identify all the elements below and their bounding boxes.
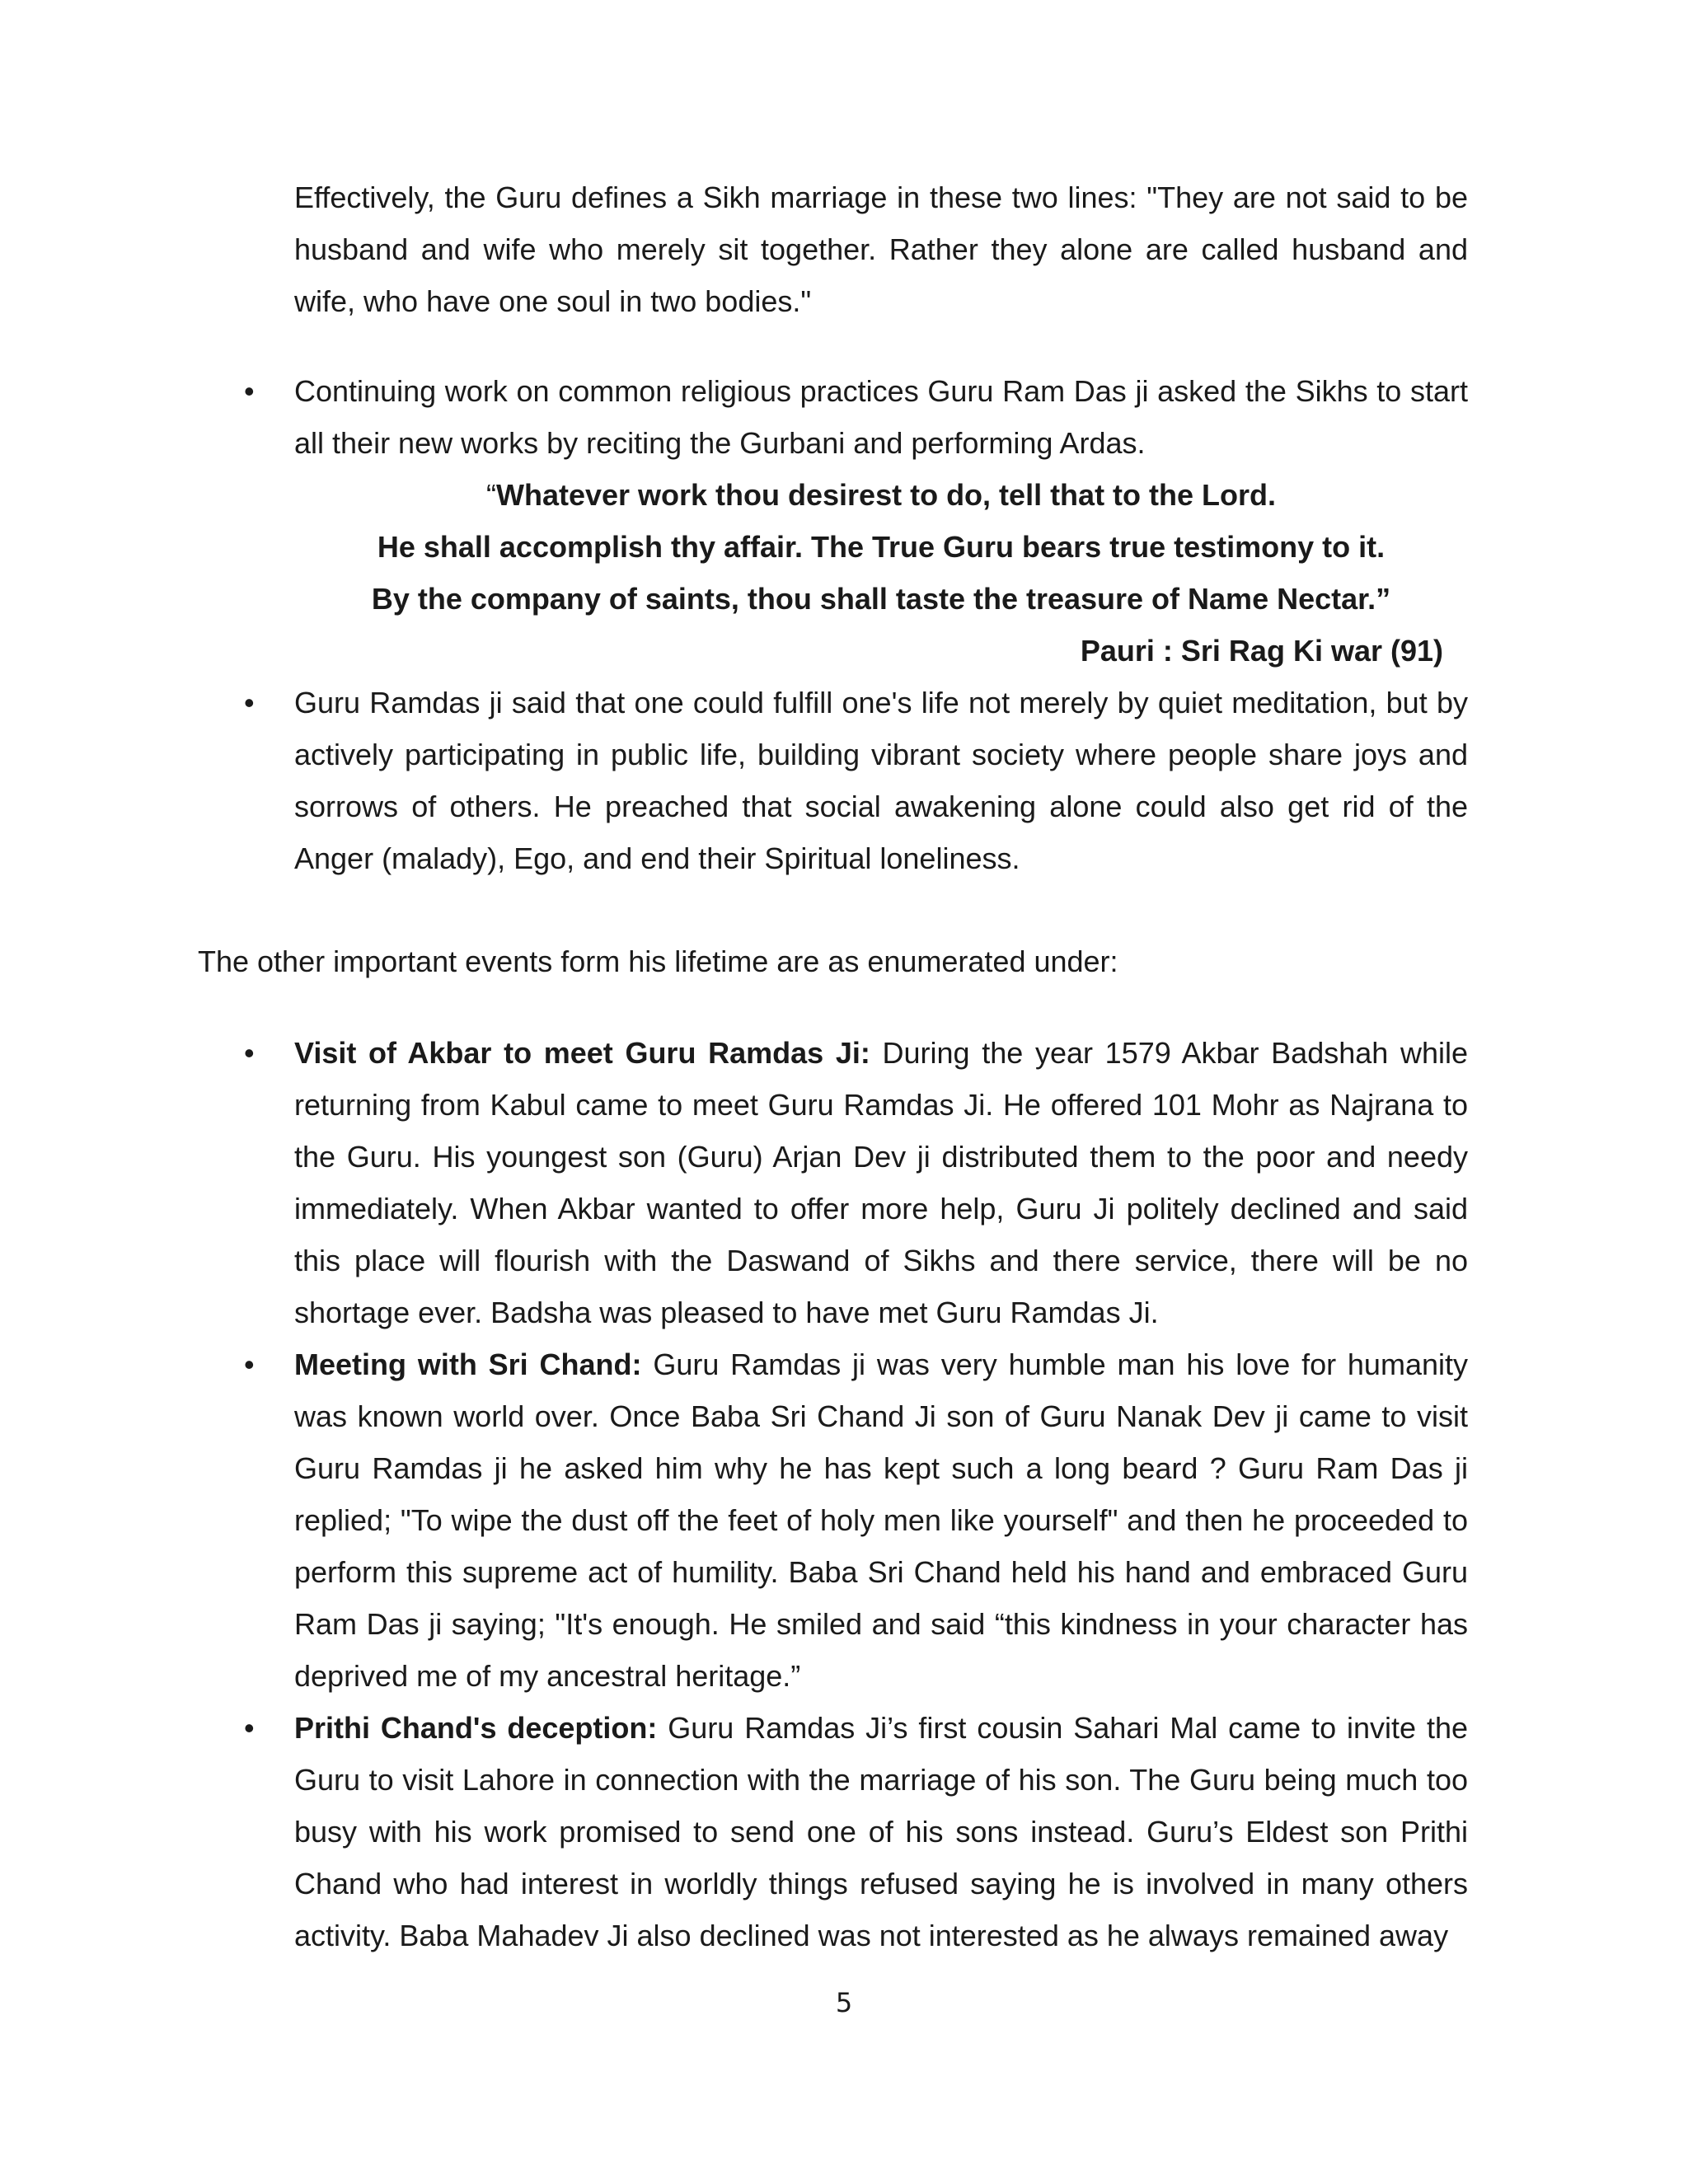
quote-line-1 — [294, 469, 1468, 521]
bullet-gurbani-ardas: Continuing work on common religious practices Guru Ram Das ji asked the Sikhs to start all their new works by reciting the Gurbani and performing Ardas. — [294, 374, 1468, 460]
bullet-marker: • — [244, 374, 255, 408]
quote-line-3: By the company of saints, thou shall taste the treasure of Name Nectar.” — [371, 582, 1391, 616]
event-heading: Meeting with Sri Chand: — [294, 1347, 642, 1381]
event-heading: Visit of Akbar to meet Guru Ramdas Ji: — [294, 1036, 870, 1070]
quote-line-2: He shall accomplish thy affair. The True Guru bears true testimony to it. — [377, 530, 1386, 564]
quote-reference: Pauri : Sri Rag Ki war (91) — [1080, 634, 1443, 668]
bullet-public-life: Guru Ramdas ji said that one could fulfill one's life not merely by quiet meditation, but by actively participating in public life, building vibrant society where people share joys and sorrows of others. He preached that social awakening alone could also get rid of the Anger (malady), Ego, and end their Spiritual loneliness. — [294, 686, 1468, 875]
event-text: Guru Ramdas ji was very humble man his love for humanity was known world over. Once Baba Sri Chand Ji son of Guru Nanak Dev ji came to visit Guru Ramdas ji he asked him why he has kept such a long beard ? Guru Ram Das ji replied; "To wipe the dust off the feet of holy men like yourself" and then he proceeded to perform this supreme act of humility. Baba Sri Chand held his hand and embraced Guru Ram Das ji saying; "It's enough. He smiled and said “this kindness in your character has deprived me of my ancestral heritage.” — [294, 1347, 1468, 1693]
page-number: 5 — [835, 1987, 853, 2018]
event-sri-chand — [294, 1338, 1468, 1702]
event-text: Guru Ramdas Ji’s first cousin Sahari Mal came to invite the Guru to visit Lahore in connection with the marriage of his son. The Guru being much too busy with his work promised to send one of his sons instead. Guru’s Eldest son Prithi Chand who had interest in worldly things refused saying he is involved in many others activity. Baba Mahadev Ji also declined was not interested as he always remained away — [294, 1711, 1468, 1952]
event-text: During the year 1579 Akbar Badshah while returning from Kabul came to meet Guru Ramdas Ji. He offered 101 Mohr as Najrana to the Guru. His youngest son (Guru) Arjan Dev ji distributed them to the poor and needy immediately. When Akbar wanted to offer more help, Guru Ji politely declined and said this place will flourish with the Daswand of Sikhs and there service, there will be no shortage ever. Badsha was pleased to have met Guru Ramdas Ji. — [294, 1036, 1468, 1329]
bullet-marker: • — [244, 1347, 255, 1381]
event-prithi-chand — [294, 1702, 1468, 1961]
bullet-marker: • — [244, 1711, 255, 1745]
quote-line-1-text: Whatever work thou desirest to do, tell that to the Lord. — [495, 478, 1277, 512]
quote-open-mark: “ — [485, 478, 496, 512]
bullet-marker: • — [244, 686, 255, 719]
bullet-marker: • — [244, 1036, 255, 1070]
events-intro: The other important events form his lifetime are as enumerated under: — [198, 944, 1118, 978]
intro-paragraph: Effectively, the Guru defines a Sikh marriage in these two lines: "They are not said to be husband and wife who merely sit together. Rather they alone are called husband and wife, who have one soul in two bodies." — [294, 180, 1468, 318]
event-akbar-visit — [294, 1027, 1468, 1338]
event-heading: Prithi Chand's deception: — [294, 1711, 658, 1745]
